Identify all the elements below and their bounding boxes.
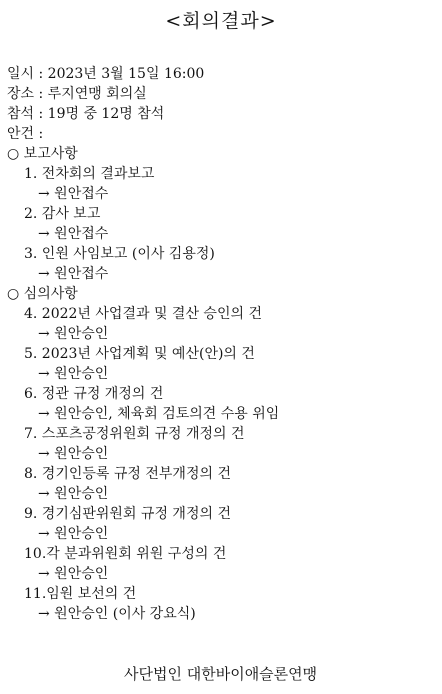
- document-title: <회의결과>: [165, 10, 277, 32]
- meeting-attendance: 참석 : 19명 중 12명 참석: [7, 106, 165, 122]
- review-item-title: 9. 경기심판위원회 규정 개정의 건: [24, 506, 231, 522]
- agenda-label: 안건 :: [7, 126, 44, 142]
- meeting-date: 일시 : 2023년 3월 15일 16:00: [7, 66, 205, 82]
- review-item-title: 11.임원 보선의 건: [24, 586, 137, 602]
- review-item-title: 7. 스포츠공정위원회 규정 개정의 건: [24, 426, 245, 442]
- minutes-body: [7, 64, 439, 624]
- review-item-result: → 원안승인: [38, 326, 109, 342]
- review-item-title: 6. 정관 규정 개정의 건: [24, 386, 164, 402]
- review-item-result: → 원안승인: [38, 366, 109, 382]
- report-item-result: → 원안접수: [38, 186, 109, 202]
- organization-signature: 사단법인 대한바이애슬론연맹: [124, 665, 318, 683]
- review-item-title: 10.각 분과위원회 위원 구성의 건: [24, 546, 227, 562]
- review-item-title: 4. 2022년 사업결과 및 결산 승인의 건: [24, 306, 262, 322]
- review-item-result: → 원안승인: [38, 526, 109, 542]
- review-item-result: → 원안승인: [38, 566, 109, 582]
- report-item-title: 3. 인원 사임보고 (이사 김용정): [24, 246, 215, 262]
- review-item-title: 8. 경기인등록 규정 전부개정의 건: [24, 466, 231, 482]
- review-item-result: → 원안승인: [38, 486, 109, 502]
- report-item-title: 2. 감사 보고: [24, 206, 101, 222]
- review-section-header: ○ 심의사항: [7, 286, 78, 302]
- review-item-result: → 원안승인: [38, 446, 109, 462]
- meeting-place: 장소 : 루지연맹 회의실: [7, 86, 147, 102]
- review-item-result: → 원안승인 (이사 강요식): [38, 606, 196, 622]
- report-item-result: → 원안접수: [38, 266, 109, 282]
- review-item-result: → 원안승인, 체육회 검토의견 수용 위임: [38, 406, 280, 422]
- review-item-title: 5. 2023년 사업계획 및 예산(안)의 건: [24, 346, 255, 362]
- report-item-result: → 원안접수: [38, 226, 109, 242]
- report-section-header: ○ 보고사항: [7, 146, 78, 162]
- report-item-title: 1. 전차회의 결과보고: [24, 166, 155, 182]
